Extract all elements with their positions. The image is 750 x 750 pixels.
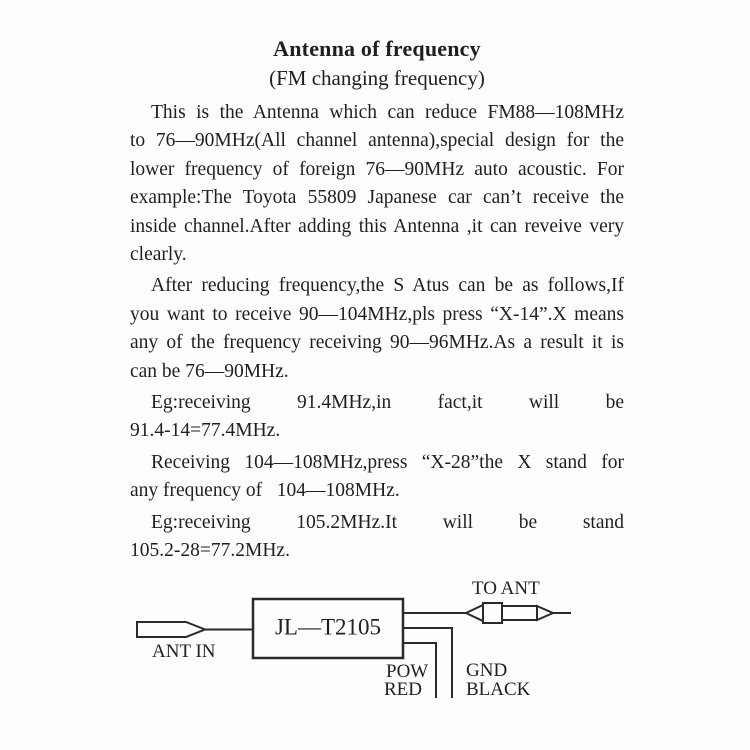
body-text [130, 99, 624, 566]
to-ant-label: TO ANT [472, 578, 540, 599]
text-line: any of the frequency receiving 90—96MHz.As a result it is [130, 332, 624, 354]
to-ant-connector-right-tip [537, 606, 553, 620]
wiring-diagram [0, 565, 750, 725]
text-line: 91.4-14=77.4MHz. [130, 420, 281, 442]
to-ant-connector-collar [483, 603, 502, 623]
black-label: BLACK [466, 679, 531, 700]
wiring-diagram-svg [0, 565, 750, 725]
converter-box-label: JL—T2105 [274, 614, 382, 640]
text-line: you want to receive 90—104MHz,pls press “X-14”.X means [130, 303, 624, 325]
document-content [130, 34, 624, 566]
paragraph-5 [130, 509, 624, 566]
text-line: Eg:receiving 91.4MHz,in fact,it will be [151, 392, 624, 414]
text-line: After reducing frequency,the S Atus can be as follows,If [151, 275, 624, 297]
pow-label: POW [386, 661, 429, 682]
to-ant-connector-body [502, 606, 537, 620]
to-ant-connector-left-tip [466, 605, 483, 621]
ant-in-label: ANT IN [152, 641, 216, 662]
paragraph-1 [130, 99, 624, 269]
text-line: can be 76—90MHz. [130, 360, 289, 382]
text-line: Eg:receiving 105.2MHz.It will be stand [151, 511, 624, 533]
text-line: 105.2-28=77.2MHz. [130, 540, 290, 562]
ant-in-connector [137, 622, 205, 637]
gnd-label: GND [466, 660, 508, 681]
paragraph-2 [130, 272, 624, 386]
red-label: RED [384, 679, 422, 700]
text-line: example:The Toyota 55809 Japanese car can’t receive the [130, 187, 624, 209]
text-line: to 76—90MHz(All channel antenna),special design for the [130, 130, 624, 152]
paragraph-4 [130, 449, 624, 506]
text-line: This is the Antenna which can reduce FM88—108MHz [151, 102, 624, 123]
page-title: Antenna of frequency [273, 36, 481, 61]
paragraph-3 [130, 389, 624, 446]
text-line: Receiving 104—108MHz,press “X-28”the X stand for [151, 451, 624, 473]
text-line: any frequency of 104—108MHz. [130, 480, 400, 502]
text-line: lower frequency of foreign 76—90MHz auto acoustic. For [130, 158, 624, 180]
text-line: clearly. [130, 244, 187, 266]
page-subtitle: (FM changing frequency) [269, 66, 485, 90]
text-line: inside channel.After adding this Antenna ,it can reveive very [130, 215, 624, 237]
